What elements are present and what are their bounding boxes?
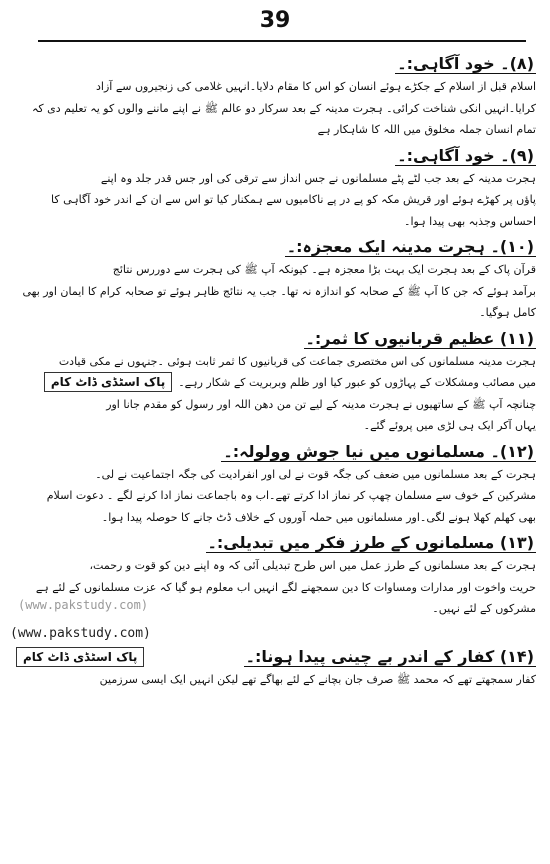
section-heading-row <box>10 645 536 669</box>
paragraph-line: مشرکوں کے لئے نہیں۔ <box>432 602 536 615</box>
section-13 <box>10 531 536 620</box>
section-heading <box>10 440 536 464</box>
watermark-url: (www.pakstudy.com) <box>10 625 151 641</box>
section-12 <box>10 440 536 529</box>
section-heading-text: (۱۴) کفار کے اندر بے چینی پیدا ہونا:۔ <box>245 646 534 666</box>
paragraph-line: یہاں آکر ایک ہی لڑی میں پروئے گئے۔ <box>363 419 536 432</box>
paragraph-line: اسلام قبل از اسلام کے جکڑے ہوئے انسان کو اس کا مقام دلایا۔انہیں غلامی کی زنجیروں سے آزاد <box>96 80 536 93</box>
paragraph-line: چنانچہ آپ ﷺ کے ساتھیوں نے ہجرت مدینہ کے لیے تن من دھن اللہ اور رسول کو مقدم جانا اور <box>106 397 536 411</box>
paragraph-line: احساس وجذبہ بھی پیدا ہوا۔ <box>404 214 536 228</box>
section-heading-text: (۱۲)۔ مسلمانوں میں نیا جوش وولولہ:۔ <box>223 441 534 461</box>
section-heading-text: (۱۰)۔ ہجرت مدینہ ایک معجزہ:۔ <box>286 237 534 256</box>
paragraph-line: برآمد ہوئے کہ جن کا آپ ﷺ کے صحابہ کو اندازہ نہ تھا۔ جب یہ نتائج ظاہر ہوئے تو صحابہ کرام کا ایمان اور بھی <box>22 284 536 298</box>
paragraph-line: مشرکین کے خوف سے مسلمان چھپ کر نماز ادا کرتے تھے۔اب وہ باجماعت نماز ادا کرنے لگے ۔ دعوت اسلام <box>46 489 536 502</box>
section-9 <box>10 144 536 233</box>
paragraph-line: ہجرت کے بعد مسلمانوں کے طرز عمل میں اس طرح تبدیلی آئی کہ وہ اپنے دین کو قوت و رحمت، <box>89 559 536 572</box>
section-heading <box>10 531 536 555</box>
page-content <box>10 52 536 693</box>
paragraph-line: پاؤں پر کھڑے ہوئے اور قریش مکہ کو پے در پے ناکامیوں سے ہمکنار کیا تو اس سے ان کے اندر خود آگاہی کا <box>50 193 536 206</box>
paragraph-line: بھی کھلم کھلا ہونے لگی۔اور مسلمانوں میں حملہ آوروں کے خلاف ڈٹ جانے کا حوصلہ پیدا ہوا۔ <box>101 510 536 524</box>
section-heading-text: (۱۱) عظیم قربانیوں کا ثمر:۔ <box>305 328 534 348</box>
paragraph-line: ہجرت کے بعد مسلمانوں میں ضعف کی جگہ قوت نے لی اور انفرادیت کی جگہ اجتماعیت نے لی۔ <box>95 467 536 481</box>
paragraph-line: حریت واخوت اور مدارات ومساوات کا دین سمجھنے لگے انہیں اب معلوم ہو گیا کہ عزت مسلمانوں کے لئے ہے <box>35 580 536 594</box>
paragraph-line: تمام انسان جملہ مخلوق میں اللہ کا شاہکار ہے <box>317 123 536 136</box>
paragraph-text: میں مصائب ومشکلات کے پہاڑوں کو عبور کیا اور ظلم وبربریت کے شکار رہے۔ <box>178 376 536 389</box>
watermark-overlay-url: (www.pakstudy.com) <box>18 598 149 612</box>
paragraph-line: ہجرت مدینہ مسلمانوں کی اس مختصری جماعت کی قربانیوں کا ثمر ثابت ہوئی ۔جنہوں نے مکی قیادت <box>58 354 536 368</box>
section-heading <box>10 327 536 351</box>
paragraph-line: کرایا۔انہیں انکی شناخت کرائی۔ ہجرت مدینہ کے بعد سرکار دو عالم ﷺ نے اپنے ماننے والوں کو یہ تعلیم دی کہ <box>31 101 536 115</box>
page-number: 39 <box>259 8 291 33</box>
brand-stamp: پاک اسٹڈی ڈاٹ کام <box>44 372 172 392</box>
section-14 <box>10 645 536 691</box>
section-heading <box>244 645 536 669</box>
paragraph-line: ہجرت مدینہ کے بعد جب لٹے پٹے مسلمانوں نے جس انداز سے ترقی کی اور جس قدر جلد وہ اپنے <box>100 171 536 185</box>
section-11 <box>10 327 536 437</box>
paragraph-line: کامل ہوگیا۔ <box>479 306 536 319</box>
paragraph-line <box>10 372 536 394</box>
brand-stamp: پاک اسٹڈی ڈاٹ کام <box>16 647 144 667</box>
section-heading <box>10 144 536 168</box>
section-heading <box>10 235 536 259</box>
section-heading <box>10 52 536 76</box>
section-8 <box>10 52 536 141</box>
section-heading-text: (۸)۔ خود آگاہی:۔ <box>397 54 534 73</box>
section-10 <box>10 235 536 324</box>
header-rule <box>38 40 526 42</box>
section-heading-text: (۱۳) مسلمانوں کے طرز فکر میں تبدیلی:۔ <box>207 533 534 552</box>
section-heading-text: (۹)۔ خود آگاہی:۔ <box>397 145 534 165</box>
paragraph-line: کفار سمجھتے تھے کہ محمد ﷺ صرف جان بچانے کے لئے بھاگے تھے لیکن انہیں ایک ایسی سرزمین <box>99 672 536 686</box>
paragraph-line: قرآن پاک کے بعد ہجرت ایک بہت بڑا معجزہ ہے۔ کیونکہ آپ ﷺ کی ہجرت سے دوررس نتائج <box>112 263 536 276</box>
